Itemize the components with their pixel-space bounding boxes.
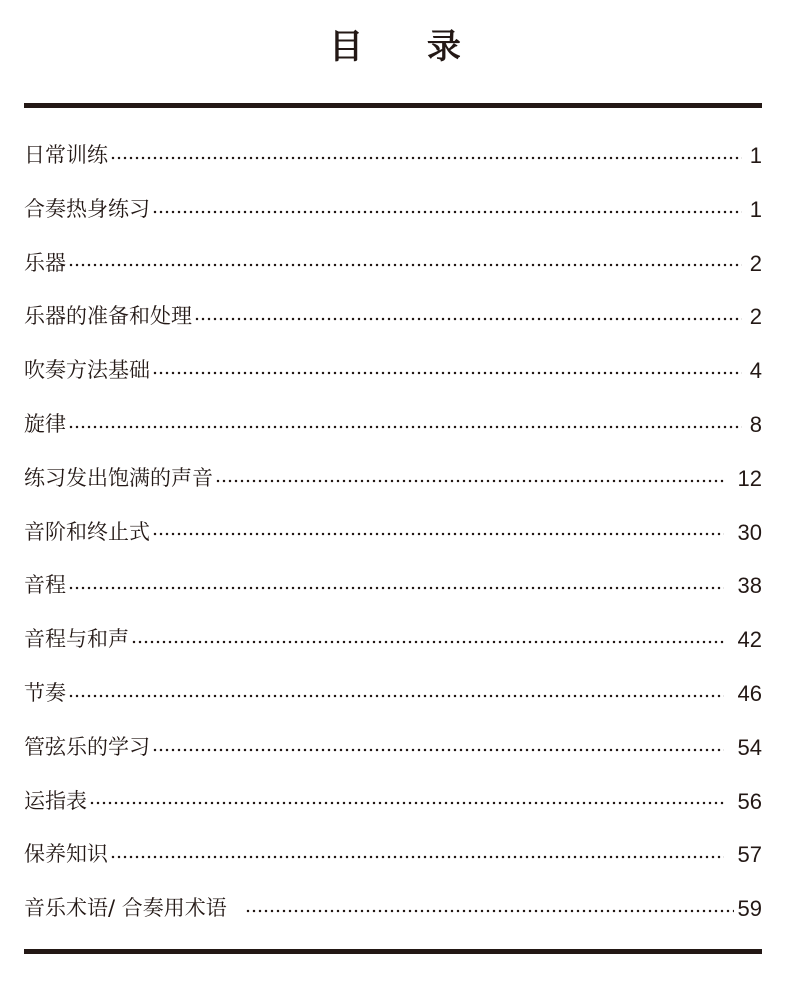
dot-leader [110,855,724,859]
page-title: 目 录 [329,27,487,67]
toc-page-number: 2 [749,304,762,330]
toc-entry-label: 运指表 [24,788,87,813]
dot-leader [68,425,742,429]
toc-entry-melody[interactable] [24,398,762,452]
toc-entry-label: 保养知识 [24,842,108,867]
dot-leader [68,586,724,590]
dot-leader [68,694,724,698]
toc-entry-playing-basics[interactable] [24,344,762,398]
toc-page-number: 54 [737,734,762,760]
toc-entry-label: 音阶和终止式 [24,519,150,544]
toc-entry-label: 音程 [24,573,66,598]
toc-page-number: 42 [737,627,762,653]
toc-entry-instrument-care[interactable] [24,290,762,344]
toc-entry-scales-cadences[interactable] [24,506,762,560]
toc-page-number: 30 [737,519,762,545]
toc-entry-label: 节奏 [24,680,66,705]
toc-page-number: 12 [737,465,762,491]
toc-page-number: 1 [749,143,762,168]
dot-leader [110,156,742,160]
toc-entry-rhythm[interactable] [24,667,762,721]
toc-page-number: 8 [749,411,762,437]
bottom-rule [24,949,762,954]
dot-leader [152,371,742,375]
toc-entry-maintenance[interactable] [24,828,762,882]
toc-entry-label: 合奏热身练习 [24,196,150,221]
dot-leader [194,317,742,321]
toc-entry-orchestral-study[interactable] [24,721,762,775]
toc-entry-label: 旋律 [24,411,66,436]
toc-entry-label: 乐器的准备和处理 [24,304,192,329]
toc-entry-intervals-harmony[interactable] [24,613,762,667]
toc-entry-intervals[interactable] [24,559,762,613]
dot-leader [245,909,734,913]
dot-leader [89,801,724,805]
toc-entry-label: 音乐术语/ 合奏用术语 [24,896,227,921]
toc-page-number: 46 [737,680,762,706]
toc-entry-full-tone[interactable] [24,452,762,506]
dot-leader [68,263,742,267]
toc-entry-label: 练习发出饱满的声音 [24,465,213,490]
dot-leader [152,210,742,214]
table-of-contents [24,129,762,936]
toc-page-number: 4 [749,358,762,384]
toc-page-number: 1 [749,196,762,222]
toc-entry-label: 管弦乐的学习 [24,734,150,759]
toc-entry-label: 音程与和声 [24,627,129,652]
dot-leader [152,532,724,536]
toc-page-number: 38 [737,573,762,599]
top-rule [24,103,762,108]
dot-leader [215,479,724,483]
toc-page-number: 2 [749,250,762,276]
dot-leader [152,748,724,752]
toc-entry-daily-training[interactable] [24,129,762,183]
toc-entry-ensemble-warmup[interactable] [24,183,762,237]
toc-entry-instrument[interactable] [24,237,762,291]
toc-entry-label: 日常训练 [24,143,108,167]
toc-page-number: 59 [737,896,762,922]
dot-leader [131,640,724,644]
toc-entry-music-terms[interactable] [24,882,762,936]
toc-page-number: 57 [737,842,762,868]
toc-entry-fingering-chart[interactable] [24,775,762,829]
toc-entry-label: 乐器 [24,250,66,275]
toc-page-number: 56 [737,788,762,814]
toc-entry-label: 吹奏方法基础 [24,358,150,383]
